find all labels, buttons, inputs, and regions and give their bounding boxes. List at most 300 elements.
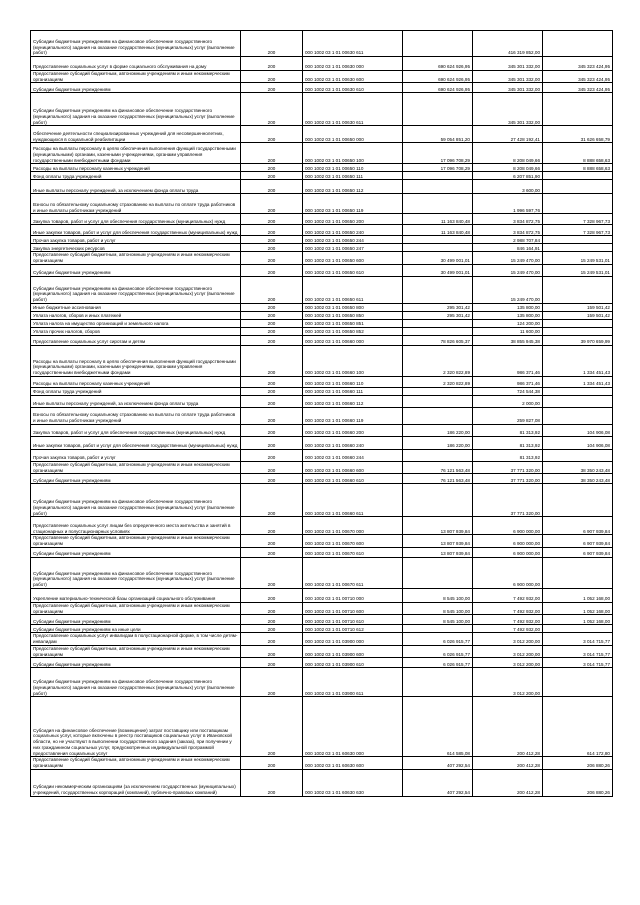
table-row [31,319,613,327]
row-code-cell: 200 [241,164,303,172]
row-unexecuted-amount-cell [543,387,613,395]
row-unexecuted-amount-cell: 206 880,26 [543,757,613,769]
row-approved-amount-cell: 76 121 563,48 [403,474,473,484]
row-code-cell: 200 [241,697,303,757]
row-code-cell: 200 [241,436,303,449]
row-unexecuted-amount-cell [543,244,613,252]
table-row [31,625,613,633]
row-unexecuted-amount-cell: 15 249 531,01 [543,252,613,264]
table-row [31,31,613,57]
row-executed-amount-cell: 37 771 320,00 [473,474,543,484]
table-row [31,517,613,535]
row-approved-amount-cell: 13 807 939,84 [403,535,473,547]
table-row [31,535,613,547]
row-name-cell: Предоставление социальных услуг лицам без определенного места жительства и занятий в стационарных и полустационарных условиях [31,517,241,535]
row-approved-amount-cell: 13 807 939,84 [403,517,473,535]
row-code-cell: 200 [241,668,303,697]
row-executed-amount-cell: 3 834 872,75 [473,225,543,236]
row-name-cell: Закупка энергетических ресурсов [31,244,241,252]
row-unexecuted-amount-cell: 38 350 243,48 [543,474,613,484]
row-classification-code-cell: 000 1002 03 1 01 00650 000 [303,126,403,143]
row-approved-amount-cell [403,180,473,194]
row-name-cell: Расходы на выплаты персоналу казенных учреждений [31,164,241,172]
row-classification-code-cell: 000 1002 03 1 01 00650 111 [303,172,403,180]
row-approved-amount-cell: 30 499 001,01 [403,252,473,264]
row-executed-amount-cell: 7 492 932,00 [473,615,543,625]
row-executed-amount-cell: 81 313,92 [473,436,543,449]
row-unexecuted-amount-cell: 8 888 658,63 [543,164,613,172]
row-approved-amount-cell: 690 624 926,95 [403,71,473,83]
row-name-cell: Взносы по обязательному социальному страхованию на выплаты по оплате труда работников и иные выплаты работникам учреждений [31,194,241,214]
row-classification-code-cell: 000 1002 03 1 01 03900 610 [303,658,403,668]
row-classification-code-cell: 000 1002 03 1 01 00660 110 [303,376,403,387]
table-row [31,557,613,588]
row-code-cell: 200 [241,484,303,517]
row-name-cell: Предоставление субсидий бюджетным, автономным учреждениям и иным некоммерческим организациям [31,602,241,614]
row-name-cell: Субсидии бюджетным учреждениям на финансовое обеспечение государственного (муниципального) задания на оказание государственных (муниципальных) услуг (выполнение работ) [31,276,241,303]
row-code-cell: 200 [241,449,303,461]
table-row [31,461,613,473]
row-approved-amount-cell: 8 545 100,00 [403,588,473,602]
row-unexecuted-amount-cell: 345 323 424,95 [543,83,613,93]
row-name-cell: Иные выплаты персоналу учреждений, за исключением фонда оплаты труда [31,180,241,194]
row-approved-amount-cell [403,557,473,588]
table-row [31,225,613,236]
table-row [31,658,613,668]
row-approved-amount-cell [403,93,473,126]
row-unexecuted-amount-cell: 3 014 715,77 [543,645,613,657]
row-name-cell: Субсидии бюджетным учреждениям [31,83,241,93]
row-approved-amount-cell [403,484,473,517]
table-row [31,407,613,424]
row-name-cell: Субсидии бюджетным учреждениям [31,474,241,484]
row-approved-amount-cell [403,31,473,57]
row-unexecuted-amount-cell [543,327,613,335]
row-unexecuted-amount-cell: 7 328 967,73 [543,225,613,236]
row-classification-code-cell: 000 1002 03 1 01 00630 600 [303,71,403,83]
table-row [31,93,613,126]
row-approved-amount-cell: 407 292,54 [403,757,473,769]
row-executed-amount-cell: 15 249 470,00 [473,276,543,303]
row-classification-code-cell: 000 1002 03 1 01 00660 240 [303,436,403,449]
row-unexecuted-amount-cell: 7 328 967,73 [543,214,613,225]
row-approved-amount-cell: 186 220,00 [403,436,473,449]
table-row [31,484,613,517]
row-name-cell: Субсидии некоммерческим организациям (за исключением государственных (муниципальных) учреждений, государственных корпораций (компаний), публично-правовых компаний) [31,769,241,796]
row-approved-amount-cell [403,668,473,697]
row-name-cell: Субсидии бюджетным учреждениям [31,547,241,557]
row-classification-code-cell: 000 1002 03 1 01 00650 110 [303,164,403,172]
table-row [31,697,613,757]
row-code-cell: 200 [241,303,303,311]
table-row [31,376,613,387]
row-classification-code-cell: 000 1002 03 1 01 00650 240 [303,225,403,236]
row-approved-amount-cell: 11 163 840,48 [403,214,473,225]
table-row [31,588,613,602]
row-executed-amount-cell: 345 301 332,00 [473,71,543,83]
row-unexecuted-amount-cell [543,625,613,633]
row-code-cell: 200 [241,517,303,535]
row-code-cell: 200 [241,615,303,625]
row-unexecuted-amount-cell: 614 172,80 [543,697,613,757]
row-unexecuted-amount-cell [543,668,613,697]
table-row [31,615,613,625]
row-approved-amount-cell [403,319,473,327]
row-unexecuted-amount-cell: 1 334 451,43 [543,376,613,387]
row-classification-code-cell: 000 1002 03 1 01 00710 610 [303,615,403,625]
row-approved-amount-cell [403,327,473,335]
row-approved-amount-cell: 690 624 926,95 [403,57,473,71]
table-row [31,252,613,264]
row-unexecuted-amount-cell: 6 907 939,84 [543,547,613,557]
table-row [31,424,613,436]
row-name-cell: Субсидия на финансовое обеспечение (возмещение) затрат поставщику или поставщикам социальных услуг, которые включены в реестр поставщиков социальных услуг в Ивановской области, но не участвуют в выполнении государственного задания (заказа), при получении у них гражданином социальных услуг, предусмотренных индивидуальной программой предоставления социальных услуг [31,697,241,757]
row-approved-amount-cell [403,194,473,214]
row-classification-code-cell: 000 1002 03 1 01 00660 600 [303,461,403,473]
row-name-cell: Укрепление материально-технической базы организаций социального обслуживания [31,588,241,602]
row-executed-amount-cell: 1 996 597,76 [473,194,543,214]
row-classification-code-cell: 000 1002 03 1 01 00650 611 [303,276,403,303]
row-classification-code-cell: 000 1002 03 1 01 00670 611 [303,557,403,588]
row-code-cell: 200 [241,214,303,225]
row-classification-code-cell: 000 1002 03 1 01 00650 850 [303,311,403,319]
row-classification-code-cell: 000 1002 03 1 01 00630 000 [303,57,403,71]
row-executed-amount-cell: 38 855 945,38 [473,335,543,345]
row-approved-amount-cell [403,276,473,303]
row-executed-amount-cell: 6 900 000,00 [473,557,543,588]
row-name-cell: Расходы на выплаты персоналу казенных учреждений [31,376,241,387]
table-row [31,126,613,143]
row-unexecuted-amount-cell [543,557,613,588]
row-code-cell: 200 [241,31,303,57]
row-executed-amount-cell: 6 900 000,00 [473,535,543,547]
row-executed-amount-cell: 3 600,00 [473,180,543,194]
table-row [31,172,613,180]
row-unexecuted-amount-cell [543,172,613,180]
row-classification-code-cell: 000 1002 03 1 01 00660 111 [303,387,403,395]
row-code-cell: 200 [241,602,303,614]
row-executed-amount-cell: 986 371,46 [473,345,543,376]
row-unexecuted-amount-cell: 159 501,42 [543,303,613,311]
row-name-cell: Взносы по обязательному социальному страхованию на выплаты по оплате труда работников и иные выплаты работникам учреждений [31,407,241,424]
table-row [31,143,613,164]
row-code-cell: 200 [241,547,303,557]
row-unexecuted-amount-cell: 6 907 939,84 [543,517,613,535]
table-row [31,633,613,645]
row-executed-amount-cell: 7 492 932,00 [473,588,543,602]
row-classification-code-cell: 000 1002 03 1 01 00650 112 [303,180,403,194]
row-classification-code-cell: 000 1002 03 1 01 00650 852 [303,327,403,335]
row-approved-amount-cell [403,395,473,407]
row-code-cell: 200 [241,264,303,276]
row-unexecuted-amount-cell: 159 501,42 [543,311,613,319]
row-executed-amount-cell: 6 900 000,00 [473,517,543,535]
row-code-cell: 200 [241,276,303,303]
row-code-cell: 200 [241,236,303,244]
row-unexecuted-amount-cell: 1 334 451,43 [543,345,613,376]
row-approved-amount-cell: 6 026 915,77 [403,658,473,668]
row-executed-amount-cell: 345 301 332,00 [473,57,543,71]
row-executed-amount-cell: 81 313,92 [473,449,543,461]
table-row [31,180,613,194]
table-row [31,547,613,557]
row-approved-amount-cell: 6 026 915,77 [403,645,473,657]
row-unexecuted-amount-cell: 104 906,08 [543,436,613,449]
row-classification-code-cell: 000 1002 03 1 01 00650 119 [303,194,403,214]
table-row [31,244,613,252]
row-name-cell: Предоставление субсидий бюджетным, автономным учреждениям и иным некоммерческим организациям [31,461,241,473]
row-name-cell: Предоставление социальных услуг в форме социального обслуживания на дому [31,57,241,71]
row-classification-code-cell: 000 1002 03 1 01 00650 244 [303,236,403,244]
row-code-cell: 200 [241,180,303,194]
row-classification-code-cell: 000 1002 03 1 01 03900 611 [303,668,403,697]
row-name-cell: Субсидии бюджетным учреждениям на финансовое обеспечение государственного (муниципального) задания на оказание государственных (муниципальных) услуг (выполнение работ) [31,668,241,697]
row-name-cell: Предоставление социальных услуг сиротам и детям [31,335,241,345]
row-executed-amount-cell: 846 164,91 [473,244,543,252]
row-executed-amount-cell: 3 012 200,00 [473,658,543,668]
row-classification-code-cell: 000 1002 03 1 01 00660 000 [303,335,403,345]
row-executed-amount-cell: 8 208 049,66 [473,164,543,172]
row-classification-code-cell: 000 1002 03 1 01 00670 600 [303,535,403,547]
row-classification-code-cell: 000 1002 03 1 01 00670 610 [303,547,403,557]
row-executed-amount-cell: 345 301 332,00 [473,93,543,126]
row-name-cell: Предоставление субсидий бюджетным, автономным учреждениям и иным некоммерческим организациям [31,535,241,547]
row-executed-amount-cell: 3 012 200,00 [473,645,543,657]
row-classification-code-cell: 000 1002 03 1 01 00660 112 [303,395,403,407]
row-approved-amount-cell: 17 096 708,29 [403,143,473,164]
row-classification-code-cell: 000 1002 03 1 01 00670 000 [303,517,403,535]
row-unexecuted-amount-cell: 104 906,08 [543,424,613,436]
table-row [31,668,613,697]
row-name-cell: Предоставление субсидий бюджетным, автономным учреждениям и иным некоммерческим организациям [31,252,241,264]
row-approved-amount-cell: 76 121 563,48 [403,461,473,473]
row-classification-code-cell: 000 1002 03 1 01 00660 119 [303,407,403,424]
row-code-cell: 200 [241,93,303,126]
row-approved-amount-cell [403,387,473,395]
row-name-cell: Закупка товаров, работ и услуг для обеспечения государственных (муниципальных) нужд [31,214,241,225]
row-code-cell: 200 [241,172,303,180]
row-approved-amount-cell [403,625,473,633]
table-row [31,194,613,214]
row-executed-amount-cell: 6 900 000,00 [473,547,543,557]
row-code-cell: 200 [241,244,303,252]
row-code-cell: 200 [241,588,303,602]
row-code-cell: 200 [241,557,303,588]
row-name-cell: Иные закупки товаров, работ и услуг для обеспечения государственных (муниципальных) нужд [31,436,241,449]
row-name-cell: Субсидии бюджетным учреждениям на финансовое обеспечение государственного (муниципального) задания на оказание государственных (муниципальных) услуг (выполнение работ) [31,93,241,126]
row-approved-amount-cell [403,236,473,244]
row-approved-amount-cell: 2 320 822,89 [403,345,473,376]
row-code-cell: 200 [241,769,303,796]
row-unexecuted-amount-cell [543,180,613,194]
row-unexecuted-amount-cell [543,449,613,461]
budget-table-body [31,31,613,797]
row-executed-amount-cell: 11 600,00 [473,327,543,335]
row-executed-amount-cell: 135 800,00 [473,311,543,319]
row-unexecuted-amount-cell: 206 880,26 [543,769,613,796]
row-name-cell: Субсидии бюджетным учреждениям на финансовое обеспечение государственного (муниципального) задания на оказание государственных (муниципальных) услуг (выполнение работ) [31,31,241,57]
row-classification-code-cell: 000 1002 03 1 01 60630 630 [303,769,403,796]
table-row [31,395,613,407]
row-approved-amount-cell: 78 826 605,37 [403,335,473,345]
row-name-cell: Расходы на выплаты персоналу в целях обеспечения выполнения функций государственными (муниципальными) органами, казенными учреждениями, органами управления государственными внебюджетными фондами [31,143,241,164]
row-code-cell: 200 [241,757,303,769]
row-unexecuted-amount-cell [543,236,613,244]
row-name-cell: Обеспечение деятельности специализированных учреждений для несовершеннолетних, нуждающихся в социальной реабилитации [31,126,241,143]
row-classification-code-cell: 000 1002 03 1 01 00630 610 [303,83,403,93]
row-name-cell: Предоставление субсидий бюджетным, автономным учреждениям и иным некоммерческим организациям [31,757,241,769]
row-name-cell: Субсидии бюджетным учреждениям на финансовое обеспечение государственного (муниципального) задания на оказание государственных (муниципальных) услуг (выполнение работ) [31,484,241,517]
row-code-cell: 200 [241,633,303,645]
row-unexecuted-amount-cell [543,319,613,327]
table-row [31,264,613,276]
row-executed-amount-cell: 135 800,00 [473,303,543,311]
row-approved-amount-cell: 30 499 001,01 [403,264,473,276]
table-row [31,436,613,449]
row-approved-amount-cell: 11 163 840,48 [403,225,473,236]
row-name-cell: Субсидии бюджетным учреждениям [31,615,241,625]
row-classification-code-cell: 000 1002 03 1 01 03900 600 [303,645,403,657]
row-approved-amount-cell: 614 585,08 [403,697,473,757]
table-row [31,387,613,395]
row-executed-amount-cell: 15 249 470,00 [473,252,543,264]
table-row [31,769,613,796]
row-classification-code-cell: 000 1002 03 1 01 00650 200 [303,214,403,225]
row-approved-amount-cell: 2 320 822,89 [403,376,473,387]
row-name-cell: Иные бюджетные ассигнования [31,303,241,311]
row-unexecuted-amount-cell: 15 249 531,01 [543,264,613,276]
row-approved-amount-cell: 295 301,42 [403,311,473,319]
row-unexecuted-amount-cell [543,484,613,517]
row-unexecuted-amount-cell: 39 970 659,99 [543,335,613,345]
row-approved-amount-cell: 407 292,54 [403,769,473,796]
row-executed-amount-cell: 259 827,08 [473,407,543,424]
row-code-cell: 200 [241,83,303,93]
row-name-cell: Прочая закупка товаров, работ и услуг [31,449,241,461]
budget-table [30,30,613,797]
row-unexecuted-amount-cell: 8 888 658,63 [543,143,613,164]
row-classification-code-cell: 000 1002 03 1 01 00650 851 [303,319,403,327]
row-code-cell: 200 [241,143,303,164]
row-name-cell: Прочая закупка товаров, работ и услуг [31,236,241,244]
row-executed-amount-cell: 81 313,92 [473,424,543,436]
row-executed-amount-cell: 200 412,28 [473,769,543,796]
row-unexecuted-amount-cell: 3 014 715,77 [543,633,613,645]
row-name-cell: Уплата налога на имущество организаций и земельного налога [31,319,241,327]
row-approved-amount-cell [403,172,473,180]
table-row [31,327,613,335]
row-executed-amount-cell: 37 771 320,00 [473,461,543,473]
table-row [31,345,613,376]
row-code-cell: 200 [241,319,303,327]
row-classification-code-cell: 000 1002 03 1 01 00660 100 [303,345,403,376]
row-classification-code-cell: 000 1002 03 1 01 03900 000 [303,633,403,645]
table-row [31,276,613,303]
row-executed-amount-cell: 416 319 852,00 [473,31,543,57]
row-code-cell: 200 [241,225,303,236]
table-row [31,335,613,345]
table-row [31,474,613,484]
row-name-cell: Уплата налогов, сборов и иных платежей [31,311,241,319]
row-executed-amount-cell: 7 492 932,00 [473,625,543,633]
row-code-cell: 200 [241,407,303,424]
row-classification-code-cell: 000 1002 03 1 01 00650 247 [303,244,403,252]
row-classification-code-cell: 000 1002 03 1 01 00650 800 [303,303,403,311]
row-executed-amount-cell: 2 988 707,84 [473,236,543,244]
table-row [31,757,613,769]
budget-report-sheet [30,30,612,797]
table-row [31,311,613,319]
row-unexecuted-amount-cell [543,31,613,57]
row-code-cell: 200 [241,194,303,214]
row-name-cell: Субсидии бюджетным учреждениям [31,264,241,276]
row-name-cell: Иные выплаты персоналу учреждений, за исключением фонда оплаты труда [31,395,241,407]
row-approved-amount-cell: 186 220,00 [403,424,473,436]
row-unexecuted-amount-cell [543,407,613,424]
row-approved-amount-cell [403,407,473,424]
row-code-cell: 200 [241,345,303,376]
row-classification-code-cell: 000 1002 03 1 01 00630 611 [303,31,403,57]
row-approved-amount-cell: 295 301,42 [403,303,473,311]
row-executed-amount-cell: 986 371,46 [473,376,543,387]
row-code-cell: 200 [241,71,303,83]
row-approved-amount-cell: 17 096 708,29 [403,164,473,172]
table-row [31,71,613,83]
row-classification-code-cell: 000 1002 03 1 01 00650 610 [303,264,403,276]
row-classification-code-cell: 000 1002 03 1 01 60630 000 [303,697,403,757]
row-unexecuted-amount-cell [543,276,613,303]
row-code-cell: 200 [241,252,303,264]
row-code-cell: 200 [241,311,303,319]
row-executed-amount-cell: 200 412,28 [473,757,543,769]
row-executed-amount-cell: 3 834 872,75 [473,214,543,225]
row-classification-code-cell: 000 1002 03 1 01 00660 244 [303,449,403,461]
row-classification-code-cell: 000 1002 03 1 01 60630 600 [303,757,403,769]
row-approved-amount-cell: 8 545 100,00 [403,615,473,625]
row-executed-amount-cell: 7 492 932,00 [473,602,543,614]
row-name-cell: Субсидии бюджетным учреждениям на финансовое обеспечение государственного (муниципального) задания на оказание государственных (муниципальных) услуг (выполнение работ) [31,557,241,588]
table-row [31,602,613,614]
row-code-cell: 200 [241,474,303,484]
row-approved-amount-cell [403,244,473,252]
row-unexecuted-amount-cell: 38 350 243,48 [543,461,613,473]
row-unexecuted-amount-cell [543,395,613,407]
row-code-cell: 200 [241,461,303,473]
table-row [31,645,613,657]
table-row [31,303,613,311]
row-classification-code-cell: 000 1002 03 1 01 00650 100 [303,143,403,164]
row-name-cell: Расходы на выплаты персоналу в целях обеспечения выполнения функций государственными (муниципальными) органами, казенными учреждениями, органами управления государственными внебюджетными фондами [31,345,241,376]
row-classification-code-cell: 000 1002 03 1 01 00710 600 [303,602,403,614]
row-name-cell: Иные закупки товаров, работ и услуг для обеспечения государственных (муниципальных) нужд [31,225,241,236]
row-executed-amount-cell: 200 412,28 [473,697,543,757]
row-unexecuted-amount-cell: 345 323 424,95 [543,71,613,83]
row-approved-amount-cell: 6 026 915,77 [403,633,473,645]
row-name-cell: Закупка товаров, работ и услуг для обеспечения государственных (муниципальных) нужд [31,424,241,436]
table-row [31,57,613,71]
table-row [31,236,613,244]
row-approved-amount-cell [403,449,473,461]
row-code-cell: 200 [241,335,303,345]
row-code-cell: 200 [241,658,303,668]
row-code-cell: 200 [241,535,303,547]
row-unexecuted-amount-cell: 6 907 939,84 [543,535,613,547]
row-code-cell: 200 [241,57,303,71]
row-name-cell: Субсидии бюджетным учреждениям на иные цели [31,625,241,633]
table-row [31,164,613,172]
row-code-cell: 200 [241,395,303,407]
row-name-cell: Предоставление социальных услуг инвалидам в полустационарной форме, в том числе детям-инвалидам [31,633,241,645]
